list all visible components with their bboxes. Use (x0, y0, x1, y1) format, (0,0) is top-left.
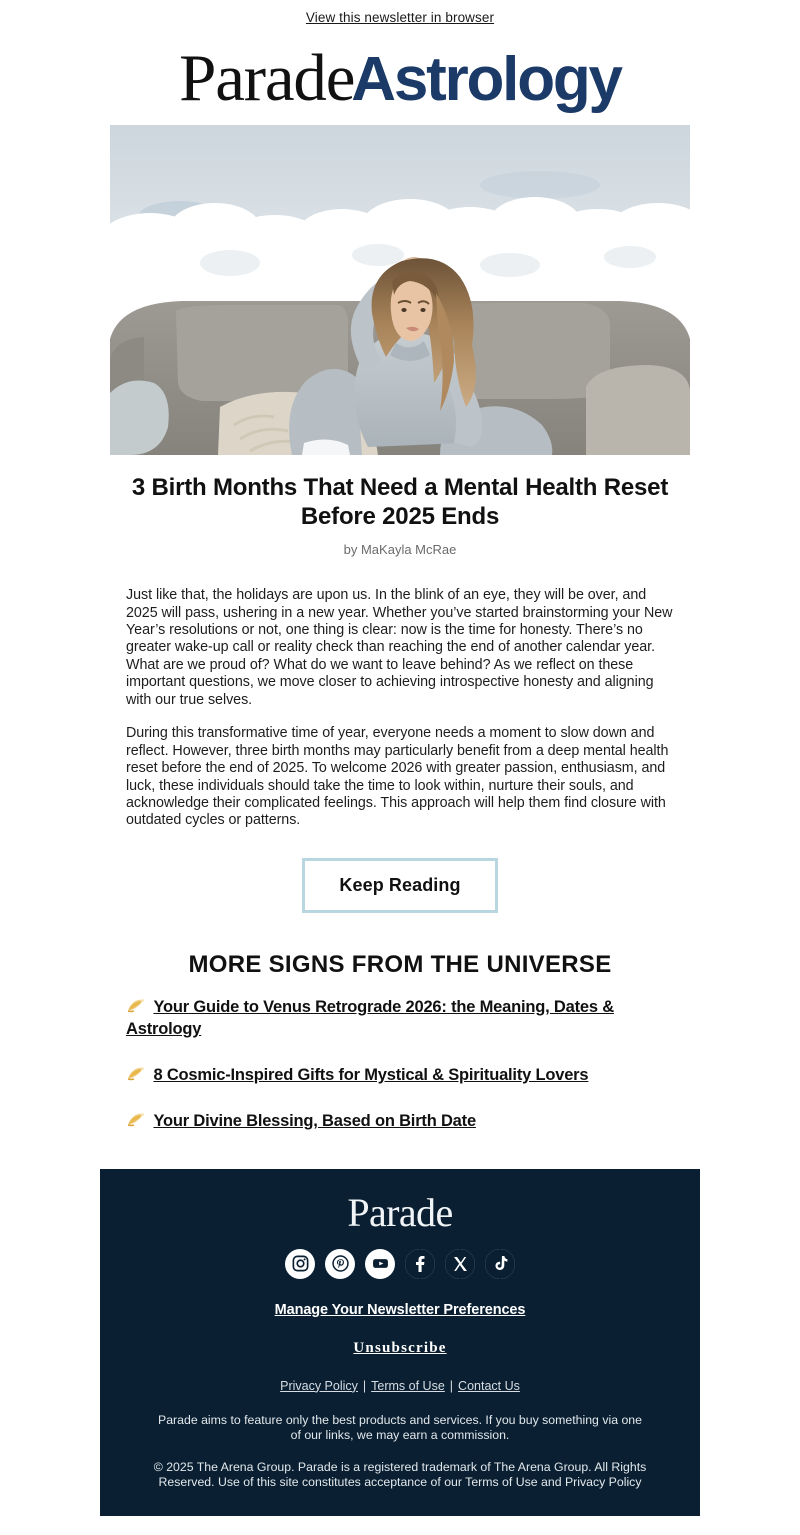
keep-reading-button[interactable]: Keep Reading (302, 858, 497, 913)
footer-mini-links (136, 1379, 664, 1393)
footer (100, 1169, 700, 1517)
article-headline: 3 Birth Months That Need a Mental Health Reset Before 2025 Ends (131, 473, 669, 530)
list-item (126, 1065, 674, 1087)
link-separator: | (449, 1378, 454, 1393)
instagram-icon[interactable] (285, 1249, 315, 1279)
article-body (126, 587, 674, 830)
brand-logo-astrology: Astrology (351, 45, 621, 114)
more-signs-link[interactable]: Your Guide to Venus Retrograde 2026: the Meaning, Dates & Astrology (126, 997, 614, 1038)
tiktok-icon[interactable] (485, 1249, 515, 1279)
brand-logo (0, 31, 800, 125)
more-signs-link[interactable]: 8 Cosmic-Inspired Gifts for Mystical & Spirituality Lovers (153, 1065, 589, 1084)
contact-us-link[interactable]: Contact Us (458, 1378, 520, 1393)
brand-logo-parade: Parade (179, 41, 355, 115)
copyright-text: © 2025 The Arena Group. Parade is a registered trademark of The Arena Group. All Rights Reserved. Use of this site constitutes acceptance of our Terms of Use and Privacy Policy (153, 1459, 647, 1489)
pinterest-icon[interactable] (325, 1249, 355, 1279)
social-links (136, 1249, 664, 1279)
preheader (0, 0, 800, 31)
manage-preferences-link[interactable]: Manage Your Newsletter Preferences (274, 1301, 526, 1318)
brand-logo-lockup (179, 41, 621, 115)
article-paragraph: Just like that, the holidays are upon us. In the blink of an eye, they will be over, and 2025 will pass, ushering in a new year. Whether you’ve started brainstorming your New Year’s resolutions or not, one thing is clear: now is the time for honesty. There’s no greater wake-up call or reality check than reaching the end of another calendar year. What are we proud of? What do we want to leave behind? As we reflect on these important questions, we move closer to achieving introspective honesty and aligning with our true selves. (126, 587, 673, 708)
comet-icon (126, 1112, 146, 1129)
affiliate-disclaimer: Parade aims to feature only the best products and services. If you buy something via one of our links, we may earn a commission. (158, 1412, 642, 1442)
link-separator: | (362, 1378, 367, 1393)
more-signs-list (126, 997, 674, 1133)
section-title-more-signs: MORE SIGNS FROM THE UNIVERSE (188, 950, 612, 978)
youtube-icon[interactable] (365, 1249, 395, 1279)
hero-image[interactable] (110, 125, 690, 455)
x-icon[interactable] (445, 1249, 475, 1279)
privacy-policy-link[interactable]: Privacy Policy (280, 1378, 358, 1393)
list-item (126, 1111, 674, 1133)
cta-container (110, 858, 690, 913)
footer-logo: Parade (347, 1189, 453, 1235)
view-in-browser-link[interactable]: View this newsletter in browser (305, 10, 495, 25)
article-paragraph: During this transformative time of year, everyone needs a moment to slow down and reflect. However, three birth months may particularly benefit from a deep mental health reset before the end of 2025. To welcome 2026 with greater passion, enthusiasm, and luck, these individuals should take the time to look within, nurture their souls, and acknowledge their complicated feelings. This approach will help them find closure with outdated cycles or patterns. (126, 725, 669, 829)
more-signs-link[interactable]: Your Divine Blessing, Based on Birth Date (153, 1111, 476, 1130)
unsubscribe-container (136, 1339, 664, 1357)
comet-icon (126, 1066, 146, 1083)
facebook-icon[interactable] (405, 1249, 435, 1279)
terms-of-use-link[interactable]: Terms of Use (371, 1378, 445, 1393)
unsubscribe-link[interactable]: Unsubscribe (353, 1339, 447, 1356)
list-item (126, 997, 674, 1041)
comet-icon (126, 998, 146, 1015)
content-column (110, 125, 690, 1133)
article-byline: by MaKayla McRae (343, 542, 457, 558)
